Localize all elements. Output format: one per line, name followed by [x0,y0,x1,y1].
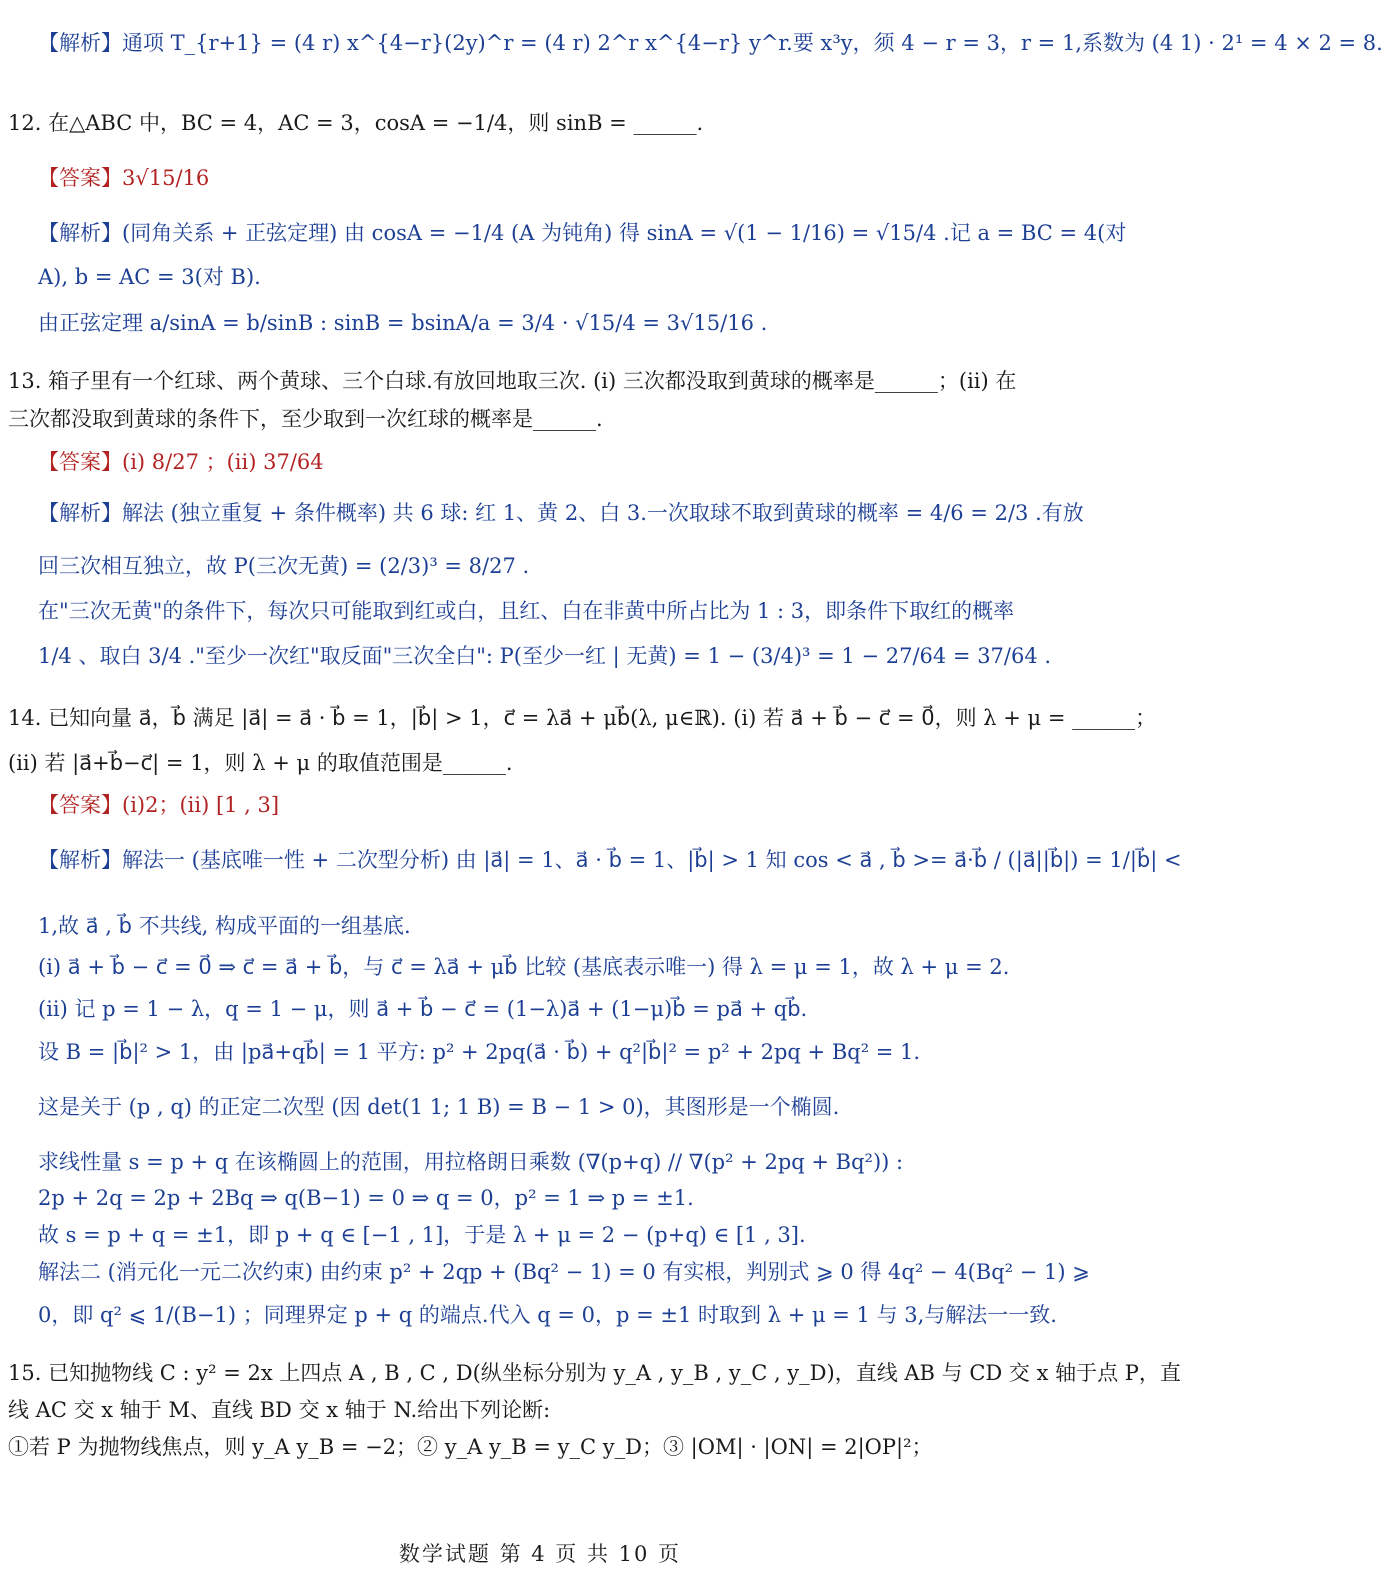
page-footer: 数学试题 第 4 页 共 10 页 [398,1542,682,1566]
text-line-q15c: ①若 P 为抛物线焦点，则 y_A y_B = −2；② y_A y_B = y_C y_D；③ |OM| · |ON| = 2|OP|²； [8,1435,933,1459]
text-line-l14g: 求线性量 s = p + q 在该椭圆上的范围，用拉格朗日乘数 (∇(p+q) // ∇(p² + 2pq + Bq²)) : [38,1150,904,1174]
text-line-l14k: 0，即 q² ⩽ 1/(B−1) ；同理界定 p + q 的端点.代入 q = 0，p = ±1 时取到 λ + μ = 1 与 3,与解法一一致. [38,1303,1057,1327]
text-line-l1: 【解析】通项 T_{r+1} = (4 r) x^{4−r}(2y)^r = (4 r) 2^r x^{4−r} y^r.要 x³y，须 4 − r = 3，r = 1,系数为 (4 1) · 2¹ = 4 × 2 = 8. [38,31,1383,55]
text-line-l14b: 1,故 a⃗ , b⃗ 不共线, 构成平面的一组基底. [38,914,411,938]
text-line-a12: 【答案】3√15/16 [38,166,210,190]
text-line-l14f: 这是关于 (p , q) 的正定二次型 (因 det(1 1; 1 B) = B − 1 > 0)，其图形是一个椭圆. [38,1095,840,1119]
text-line-l13c: 在"三次无黄"的条件下，每次只可能取到红或白，且红、白在非黄中所占比为 1 : 3，即条件下取红的概率 [38,599,1015,623]
text-line-q13a: 13. 箱子里有一个红球、两个黄球、三个白球.有放回地取三次. (i) 三次都没取到黄球的概率是______；(ii) 在 [8,369,1017,393]
text-line-l14c: (i) a⃗ + b⃗ − c⃗ = 0⃗ ⇒ c⃗ = a⃗ + b⃗，与 c⃗ = λa⃗ + μb⃗ 比较 (基底表示唯一) 得 λ = μ = 1，故 λ + μ = 2. [38,955,1010,979]
text-line-q12: 12. 在△ABC 中，BC = 4，AC = 3，cosA = −1/4，则 sinB = ______. [8,111,704,135]
text-line-l14h: 2p + 2q = 2p + 2Bq ⇒ q(B−1) = 0 ⇒ q = 0，p² = 1 ⇒ p = ±1. [38,1186,694,1210]
text-line-a14: 【答案】(i)2；(ii) [1 , 3] [38,793,280,817]
text-line-l14e: 设 B = |b⃗|² > 1，由 |pa⃗+qb⃗| = 1 平方: p² + 2pq(a⃗ · b⃗) + q²|b⃗|² = p² + 2pq + Bq² = 1. [38,1040,921,1064]
text-line-l13a: 【解析】解法 (独立重复 + 条件概率) 共 6 球: 红 1、黄 2、白 3.一次取球不取到黄球的概率 = 4/6 = 2/3 .有放 [38,501,1084,525]
text-line-l14i: 故 s = p + q = ±1，即 p + q ∈ [−1 , 1]，于是 λ + μ = 2 − (p+q) ∈ [1 , 3]. [38,1223,806,1247]
text-line-l14d: (ii) 记 p = 1 − λ，q = 1 − μ，则 a⃗ + b⃗ − c⃗ = (1−λ)a⃗ + (1−μ)b⃗ = pa⃗ + qb⃗. [38,997,808,1021]
text-line-q14b: (ii) 若 |a⃗+b⃗−c⃗| = 1，则 λ + μ 的取值范围是______. [8,751,513,775]
text-line-q14a: 14. 已知向量 a⃗，b⃗ 满足 |a⃗| = a⃗ · b⃗ = 1，|b⃗| > 1，c⃗ = λa⃗ + μb⃗(λ, μ∈ℝ). (i) 若 a⃗ + b⃗ − c⃗ = 0⃗，则 λ + μ = ______； [8,706,1157,730]
text-line-q15a: 15. 已知抛物线 C : y² = 2x 上四点 A , B , C , D(纵坐标分别为 y_A , y_B , y_C , y_D)，直线 AB 与 CD 交 x 轴于点 P，直 [8,1361,1181,1385]
text-line-l13b: 回三次相互独立，故 P(三次无黄) = (2/3)³ = 8/27 . [38,554,530,578]
text-line-l12a: 【解析】(同角关系 + 正弦定理) 由 cosA = −1/4 (A 为钝角) 得 sinA = √(1 − 1/16) = √15/4 .记 a = BC = 4(对 [38,221,1127,245]
text-line-l14a: 【解析】解法一 (基底唯一性 + 二次型分析) 由 |a⃗| = 1、a⃗ · b⃗ = 1、|b⃗| > 1 知 cos < a⃗ , b⃗ >= a⃗·b⃗ / (|a⃗||b⃗|) = 1/|b⃗| < [38,848,1182,872]
text-line-a13: 【答案】(i) 8/27 ；(ii) 37/64 [38,450,324,474]
text-line-l12c: 由正弦定理 a/sinA = b/sinB : sinB = bsinA/a = 3/4 · √15/4 = 3√15/16 . [38,311,768,335]
text-line-l13d: 1/4 、取白 3/4 ."至少一次红"取反面"三次全白": P(至少一红 | 无黄) = 1 − (3/4)³ = 1 − 27/64 = 37/64 . [38,644,1052,668]
text-line-l14j: 解法二 (消元化一元二次约束) 由约束 p² + 2qp + (Bq² − 1) = 0 有实根，判别式 ⩾ 0 得 4q² − 4(Bq² − 1) ⩾ [38,1260,1090,1284]
text-line-q15b: 线 AC 交 x 轴于 M、直线 BD 交 x 轴于 N.给出下列论断: [8,1398,551,1422]
text-line-l12b: A), b = AC = 3(对 B). [38,265,261,289]
text-line-q13b: 三次都没取到黄球的条件下，至少取到一次红球的概率是______. [8,407,603,431]
